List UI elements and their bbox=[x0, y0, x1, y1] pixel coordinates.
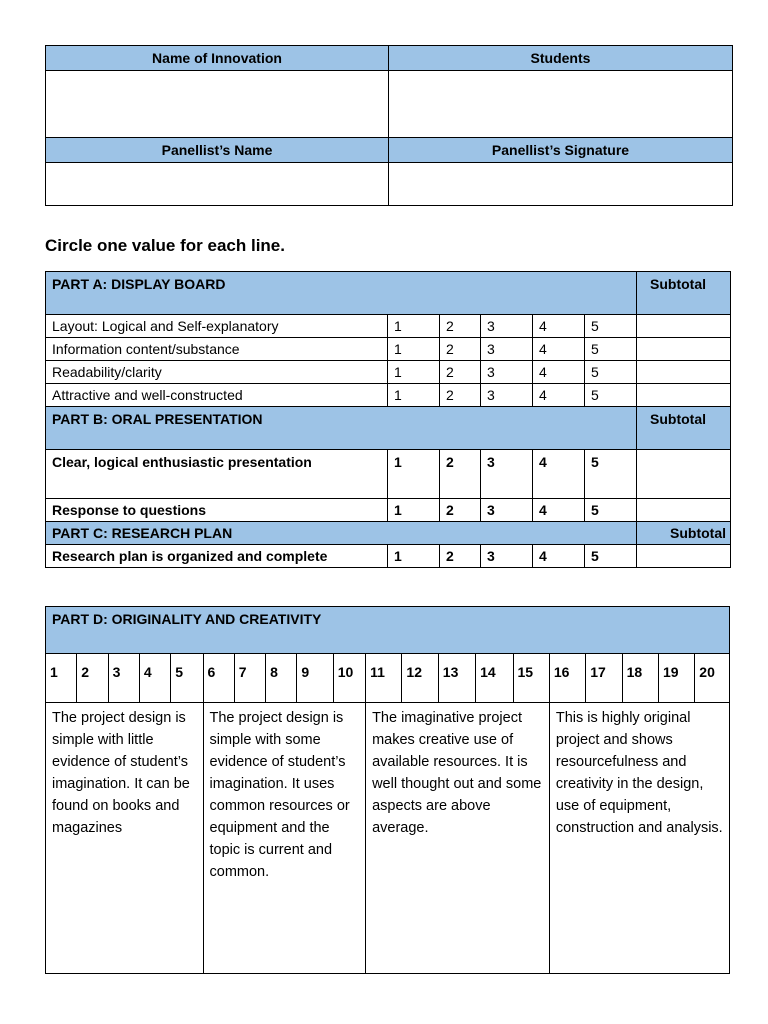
part-d-score-row bbox=[46, 654, 730, 703]
score-4[interactable]: 4 bbox=[533, 315, 585, 338]
part-b-header bbox=[46, 407, 731, 450]
score-1[interactable]: 1 bbox=[388, 545, 440, 568]
subtotal-cell[interactable] bbox=[637, 450, 731, 499]
score-1[interactable]: 1 bbox=[388, 315, 440, 338]
score-3[interactable]: 3 bbox=[481, 361, 533, 384]
criterion-label: Clear, logical enthusiastic presentation bbox=[46, 450, 388, 499]
part-c-title: PART C: RESEARCH PLAN bbox=[46, 522, 637, 545]
part-a-header bbox=[46, 272, 731, 315]
header-table bbox=[45, 45, 733, 206]
score-13[interactable]: 13 bbox=[438, 654, 475, 703]
subtotal-cell[interactable] bbox=[637, 545, 731, 568]
part-b-title: PART B: ORAL PRESENTATION bbox=[46, 407, 637, 450]
table-row bbox=[46, 450, 731, 499]
score-4[interactable]: 4 bbox=[533, 384, 585, 407]
score-5[interactable]: 5 bbox=[585, 338, 637, 361]
subtotal-cell[interactable] bbox=[637, 499, 731, 522]
score-4[interactable]: 4 bbox=[533, 450, 585, 499]
score-1[interactable]: 1 bbox=[388, 361, 440, 384]
level-2-description: The project design is simple with some evidence of student’s imagination. It uses common resources or equipment and the topic is current and common. bbox=[203, 703, 366, 974]
table-row bbox=[46, 338, 731, 361]
part-c-header bbox=[46, 522, 731, 545]
score-12[interactable]: 12 bbox=[402, 654, 438, 703]
part-a-title: PART A: DISPLAY BOARD bbox=[46, 272, 637, 315]
name-of-innovation-field[interactable] bbox=[46, 71, 389, 138]
score-18[interactable]: 18 bbox=[622, 654, 658, 703]
score-5[interactable]: 5 bbox=[585, 450, 637, 499]
level-3-description: The imaginative project makes creative use of available resources. It is well thought out and some aspects are above average. bbox=[366, 703, 550, 974]
criterion-label: Readability/clarity bbox=[46, 361, 388, 384]
score-3[interactable]: 3 bbox=[481, 338, 533, 361]
score-5[interactable]: 5 bbox=[585, 384, 637, 407]
score-2[interactable]: 2 bbox=[440, 545, 481, 568]
score-2[interactable]: 2 bbox=[440, 361, 481, 384]
subtotal-label: Subtotal bbox=[637, 522, 731, 545]
score-14[interactable]: 14 bbox=[476, 654, 513, 703]
score-1[interactable]: 1 bbox=[388, 499, 440, 522]
score-3[interactable]: 3 bbox=[481, 499, 533, 522]
score-1[interactable]: 1 bbox=[388, 450, 440, 499]
criterion-label: Response to questions bbox=[46, 499, 388, 522]
score-11[interactable]: 11 bbox=[366, 654, 402, 703]
criterion-label: Information content/substance bbox=[46, 338, 388, 361]
table-row bbox=[46, 361, 731, 384]
score-3[interactable]: 3 bbox=[481, 384, 533, 407]
table-row bbox=[46, 545, 731, 568]
score-4[interactable]: 4 bbox=[533, 545, 585, 568]
score-10[interactable]: 10 bbox=[333, 654, 365, 703]
score-20[interactable]: 20 bbox=[695, 654, 730, 703]
score-16[interactable]: 16 bbox=[549, 654, 585, 703]
part-d-header bbox=[46, 607, 730, 654]
score-8[interactable]: 8 bbox=[266, 654, 297, 703]
score-1[interactable]: 1 bbox=[388, 338, 440, 361]
level-4-description: This is highly original project and shows resourcefulness and creativity in the design, use of equipment, construction and analysis. bbox=[549, 703, 729, 974]
subtotal-label: Subtotal bbox=[637, 272, 731, 315]
criterion-label: Layout: Logical and Self-explanatory bbox=[46, 315, 388, 338]
score-19[interactable]: 19 bbox=[658, 654, 694, 703]
score-table bbox=[45, 271, 731, 568]
score-5[interactable]: 5 bbox=[585, 545, 637, 568]
score-2[interactable]: 2 bbox=[440, 450, 481, 499]
score-5[interactable]: 5 bbox=[171, 654, 203, 703]
score-3[interactable]: 3 bbox=[108, 654, 139, 703]
score-2[interactable]: 2 bbox=[440, 338, 481, 361]
score-2[interactable]: 2 bbox=[440, 315, 481, 338]
panellist-name-field[interactable] bbox=[46, 163, 389, 206]
score-2[interactable]: 2 bbox=[440, 384, 481, 407]
score-2[interactable]: 2 bbox=[77, 654, 108, 703]
part-d-table bbox=[45, 606, 730, 974]
table-row bbox=[46, 384, 731, 407]
score-2[interactable]: 2 bbox=[440, 499, 481, 522]
score-5[interactable]: 5 bbox=[585, 499, 637, 522]
subtotal-cell[interactable] bbox=[637, 338, 731, 361]
table-row bbox=[46, 315, 731, 338]
score-4[interactable]: 4 bbox=[533, 499, 585, 522]
subtotal-cell[interactable] bbox=[637, 315, 731, 338]
panellist-name-label: Panellist’s Name bbox=[46, 138, 389, 163]
level-1-description: The project design is simple with little evidence of student’s imagination. It can be found on books and magazines bbox=[46, 703, 204, 974]
students-field[interactable] bbox=[389, 71, 733, 138]
subtotal-cell[interactable] bbox=[637, 361, 731, 384]
score-3[interactable]: 3 bbox=[481, 450, 533, 499]
score-1[interactable]: 1 bbox=[388, 384, 440, 407]
subtotal-cell[interactable] bbox=[637, 384, 731, 407]
score-5[interactable]: 5 bbox=[585, 361, 637, 384]
part-d-description-row bbox=[46, 703, 730, 974]
table-row bbox=[46, 499, 731, 522]
score-4[interactable]: 4 bbox=[139, 654, 170, 703]
subtotal-label: Subtotal bbox=[637, 407, 731, 450]
name-of-innovation-label: Name of Innovation bbox=[46, 46, 389, 71]
instruction-text: Circle one value for each line. bbox=[45, 236, 285, 255]
score-4[interactable]: 4 bbox=[533, 361, 585, 384]
score-9[interactable]: 9 bbox=[297, 654, 333, 703]
score-3[interactable]: 3 bbox=[481, 315, 533, 338]
criterion-label: Research plan is organized and complete bbox=[46, 545, 388, 568]
panellist-signature-label: Panellist’s Signature bbox=[389, 138, 733, 163]
part-d-title: PART D: ORIGINALITY AND CREATIVITY bbox=[46, 607, 730, 654]
criterion-label: Attractive and well-constructed bbox=[46, 384, 388, 407]
score-4[interactable]: 4 bbox=[533, 338, 585, 361]
panellist-signature-field[interactable] bbox=[389, 163, 733, 206]
score-7[interactable]: 7 bbox=[234, 654, 265, 703]
score-1[interactable]: 1 bbox=[46, 654, 77, 703]
score-17[interactable]: 17 bbox=[586, 654, 622, 703]
students-label: Students bbox=[389, 46, 733, 71]
score-5[interactable]: 5 bbox=[585, 315, 637, 338]
score-6[interactable]: 6 bbox=[203, 654, 234, 703]
score-15[interactable]: 15 bbox=[513, 654, 549, 703]
score-3[interactable]: 3 bbox=[481, 545, 533, 568]
